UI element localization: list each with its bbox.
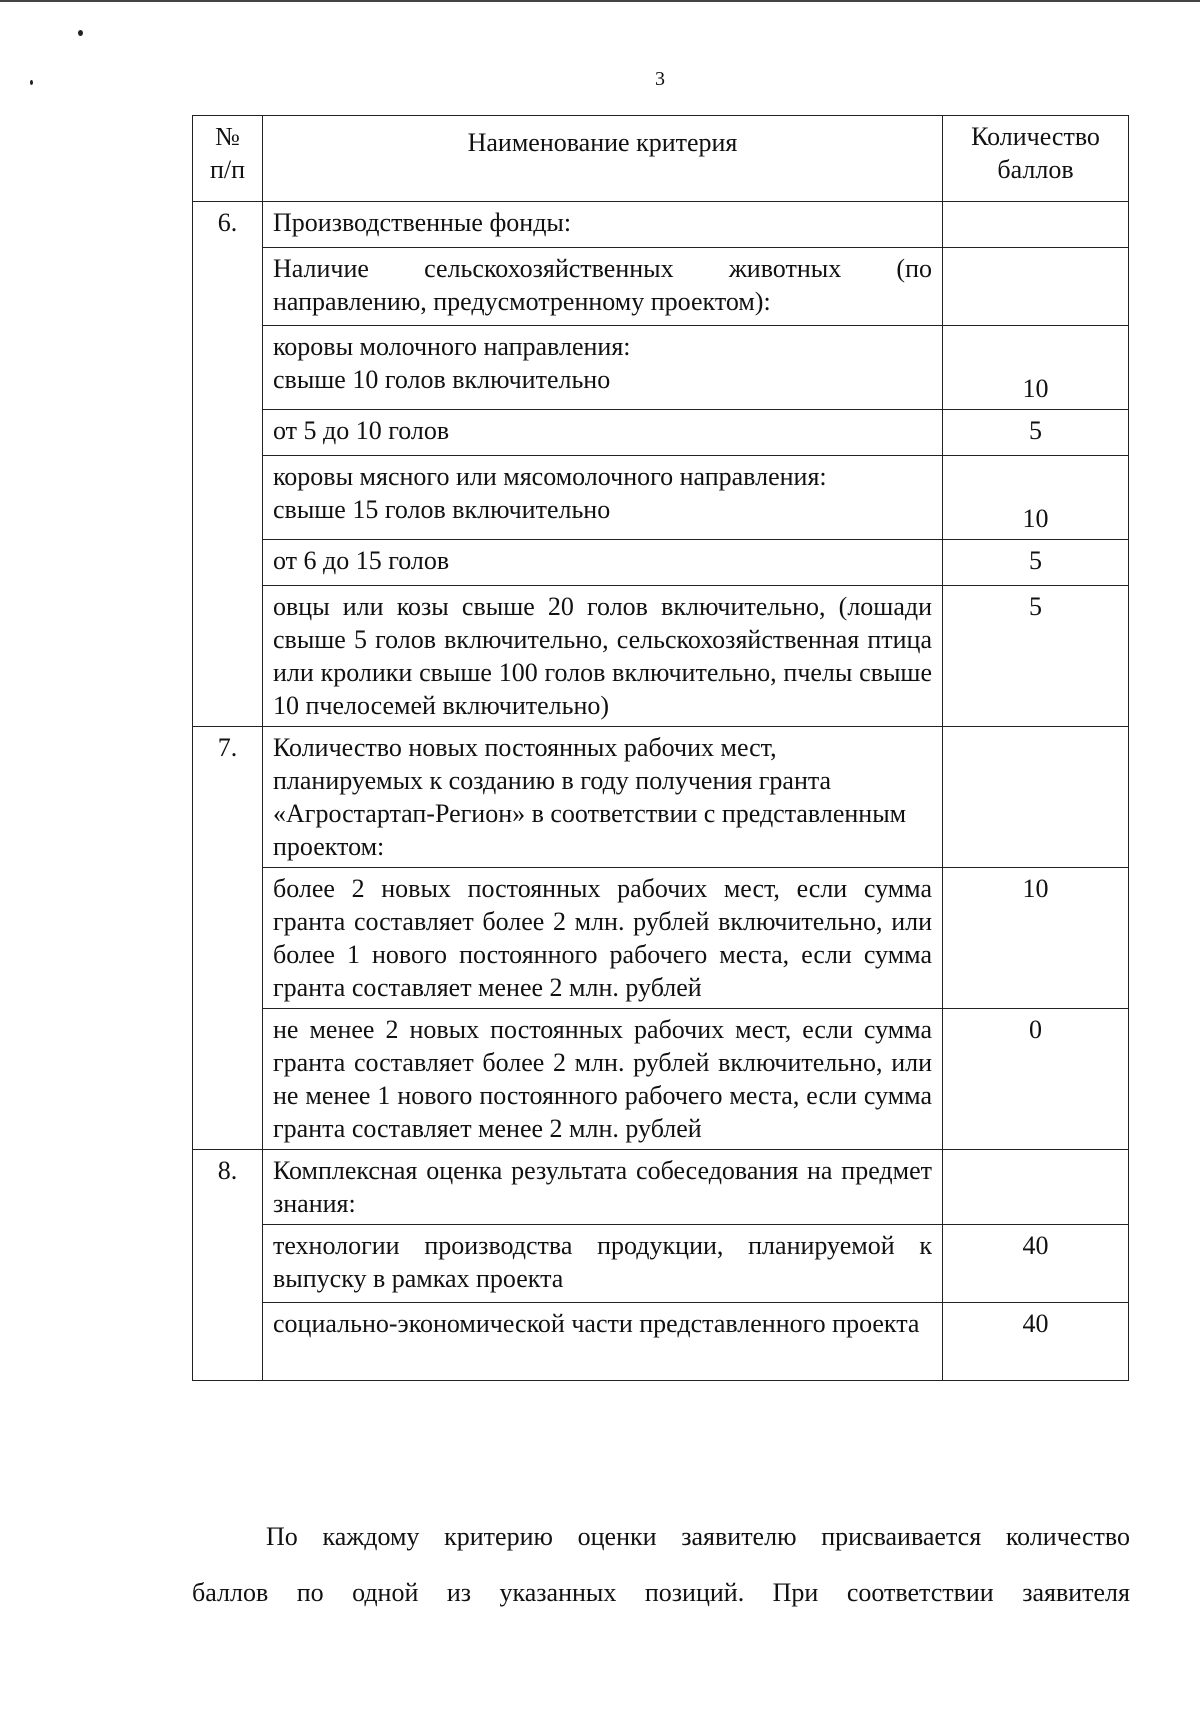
row-name [263,326,943,410]
row-name: технологии производства продукции, планируемой к выпуску в рамках проекта [263,1225,943,1303]
top-border-line [0,0,1200,2]
row-name-line: свыше 15 голов включительно [273,495,611,524]
table-row [193,1009,1129,1150]
row-score: 5 [943,540,1129,586]
table-row [193,326,1129,410]
row-num: 7. [193,727,263,1150]
row-num: 6. [193,202,263,727]
table-row [193,248,1129,326]
row-name-line: свыше 10 голов включительно [273,365,611,394]
paragraph-line: По каждому критерию оценки заявителю присваивается количество [266,1522,1130,1551]
scan-speck [78,30,83,36]
row-name: от 5 до 10 голов [263,410,943,456]
table-row [193,202,1129,248]
row-name: Количество новых постоянных рабочих мест, планируемых к созданию в году получения гранта «Агростартап-Регион» в соответствии с представленным проектом: [263,727,943,868]
row-name: Производственные фонды: [263,202,943,248]
table-row [193,868,1129,1009]
row-score [943,727,1129,868]
row-score: 10 [943,326,1129,410]
header-score: Количество баллов [943,116,1129,202]
paragraph-line: баллов по одной из указанных позиций. При соответствии заявителя [192,1578,1130,1607]
row-name: Наличие сельскохозяйственных животных (по направлению, предусмотренному проектом): [263,248,943,326]
row-name: социально-экономической части представленного проекта [263,1303,943,1381]
page-number: 3 [655,68,665,90]
row-name-line: коровы молочного направления: [273,332,631,361]
table-row [193,586,1129,727]
row-score: 40 [943,1225,1129,1303]
row-score [943,248,1129,326]
header-num: № п/п [193,116,263,202]
criteria-table [192,115,1129,1381]
table-row [193,456,1129,540]
row-score: 10 [943,868,1129,1009]
row-score [943,1150,1129,1225]
row-score: 0 [943,1009,1129,1150]
row-name-line: коровы мясного или мясомолочного направления: [273,462,827,491]
table-row [193,410,1129,456]
table-row [193,727,1129,868]
table-header-row [193,116,1129,202]
row-num: 8. [193,1150,263,1381]
row-score: 10 [943,456,1129,540]
row-name: не менее 2 новых постоянных рабочих мест, если сумма гранта составляет более 2 млн. рублей включительно, или не менее 1 нового постоянного рабочего места, если сумма гранта составляет менее 2 млн. рублей [263,1009,943,1150]
row-score: 5 [943,586,1129,727]
row-name: от 6 до 15 голов [263,540,943,586]
row-name [263,456,943,540]
row-name: более 2 новых постоянных рабочих мест, если сумма гранта составляет более 2 млн. рублей включительно, или более 1 нового постоянного рабочего места, если сумма гранта составляет менее 2 млн. рублей [263,868,943,1009]
table-row [193,1150,1129,1225]
row-score: 5 [943,410,1129,456]
table-row [193,1225,1129,1303]
table-row [193,540,1129,586]
header-name: Наименование критерия [263,116,943,202]
table-row [193,1303,1129,1381]
row-score [943,202,1129,248]
row-score: 40 [943,1303,1129,1381]
row-name: овцы или козы свыше 20 голов включительно, (лошади свыше 5 голов включительно, сельскохозяйственная птица или кролики свыше 100 голов включительно, пчелы свыше 10 пчелосемей включительно) [263,586,943,727]
row-name: Комплексная оценка результата собеседования на предмет знания: [263,1150,943,1225]
